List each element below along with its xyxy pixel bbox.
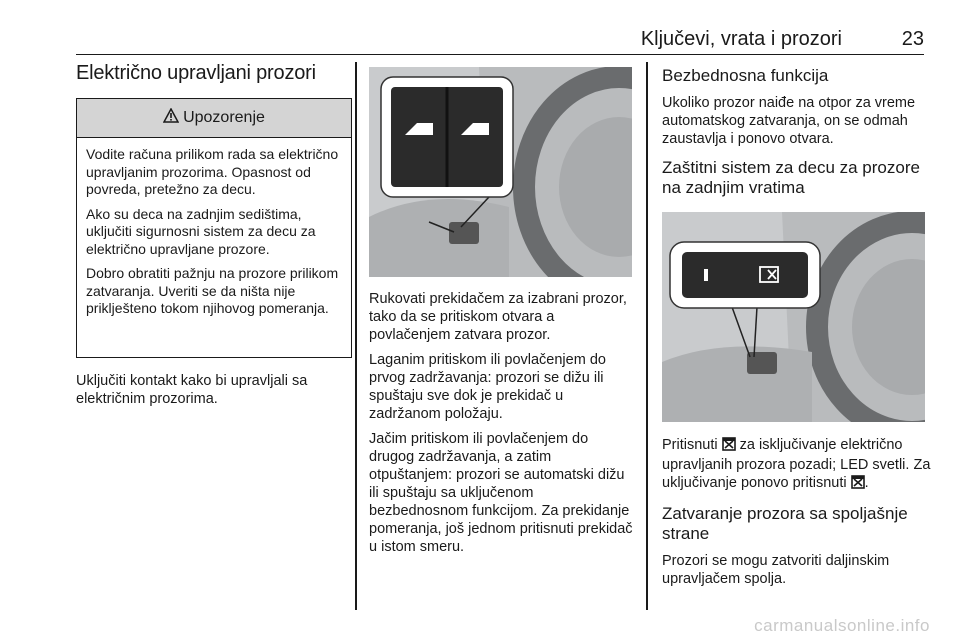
warning-header bbox=[77, 99, 351, 138]
subsection-heading: Bezbednosna funkcija bbox=[662, 66, 829, 85]
body-paragraph: Laganim pritiskom ili povlačenjem do prvog zadržavanja: prozori se dižu ili spuštaju sve dok je prekidač u zadržanom položaju. bbox=[369, 352, 606, 422]
body-paragraph: Ukoliko prozor naiđe na otpor za vreme automatskog zatvaranja, on se odmah zaustavlja i ponovo otvara. bbox=[662, 95, 916, 147]
header-title: Ključevi, vrata i prozori bbox=[640, 28, 842, 50]
warning-paragraph: Dobro obratiti pažnju na prozore prilikom zatvaranja. Uveriti se da ništa nije priklješteno tokom njihovog pomeranja. bbox=[86, 265, 339, 316]
window-switch-figure bbox=[369, 67, 632, 277]
body-paragraph: Jačim pritiskom ili povlačenjem do drugog zadržavanja, a zatim otpuštanjem: prozori se automatski dižu ili spuštaju sa uključenom bezbednosnom funkcijom. Za prekidanje pomeranja, još jednom pritisnuti prekidač u istom smeru. bbox=[369, 431, 633, 555]
subsection-heading: Zaštitni sistem za decu za prozore na zadnjim vratima bbox=[662, 158, 920, 197]
page-header bbox=[76, 26, 924, 55]
warning-paragraph: Ako su deca na zadnjim sedištima, uključiti sigurnosni sistem za decu za električno upravljane prozore. bbox=[86, 205, 316, 257]
section-heading: Električno upravljani prozori bbox=[76, 62, 316, 84]
column-divider-1 bbox=[355, 62, 357, 610]
child-lock-icon bbox=[722, 437, 736, 456]
body-paragraph bbox=[662, 436, 932, 494]
child-lock-icon bbox=[851, 475, 865, 494]
body-paragraph: Uključiti kontakt kako bi upravljali sa električnim prozorima. bbox=[76, 373, 308, 407]
child-lock-figure bbox=[662, 212, 925, 422]
press-rest: za isključivanje električno upravljanih prozora pozadi; LED svetli. Za uključivanje ponovo pritisnuti bbox=[662, 437, 931, 491]
press-intro: Pritisnuti bbox=[662, 437, 718, 453]
subsection-heading: Zatvaranje prozora sa spoljašnje strane bbox=[662, 504, 908, 543]
page-number: 23 bbox=[901, 28, 924, 50]
warning-title: Upozorenje bbox=[183, 109, 265, 126]
column-divider-2 bbox=[646, 62, 648, 610]
press-end: . bbox=[864, 475, 869, 491]
watermark: carmanualsonline.info bbox=[754, 616, 930, 635]
warning-paragraph: Vodite računa prilikom rada sa električno upravljanim prozorima. Opasnost od povreda, pretežno za decu. bbox=[86, 146, 339, 197]
body-paragraph: Rukovati prekidačem za izabrani prozor, tako da se pritiskom otvara a povlačenjem zatvara prozor. bbox=[369, 291, 627, 343]
warning-triangle-icon bbox=[163, 108, 179, 128]
body-paragraph: Prozori se mogu zatvoriti daljinskim upravljačem spolja. bbox=[662, 553, 890, 587]
warning-box bbox=[76, 98, 352, 358]
